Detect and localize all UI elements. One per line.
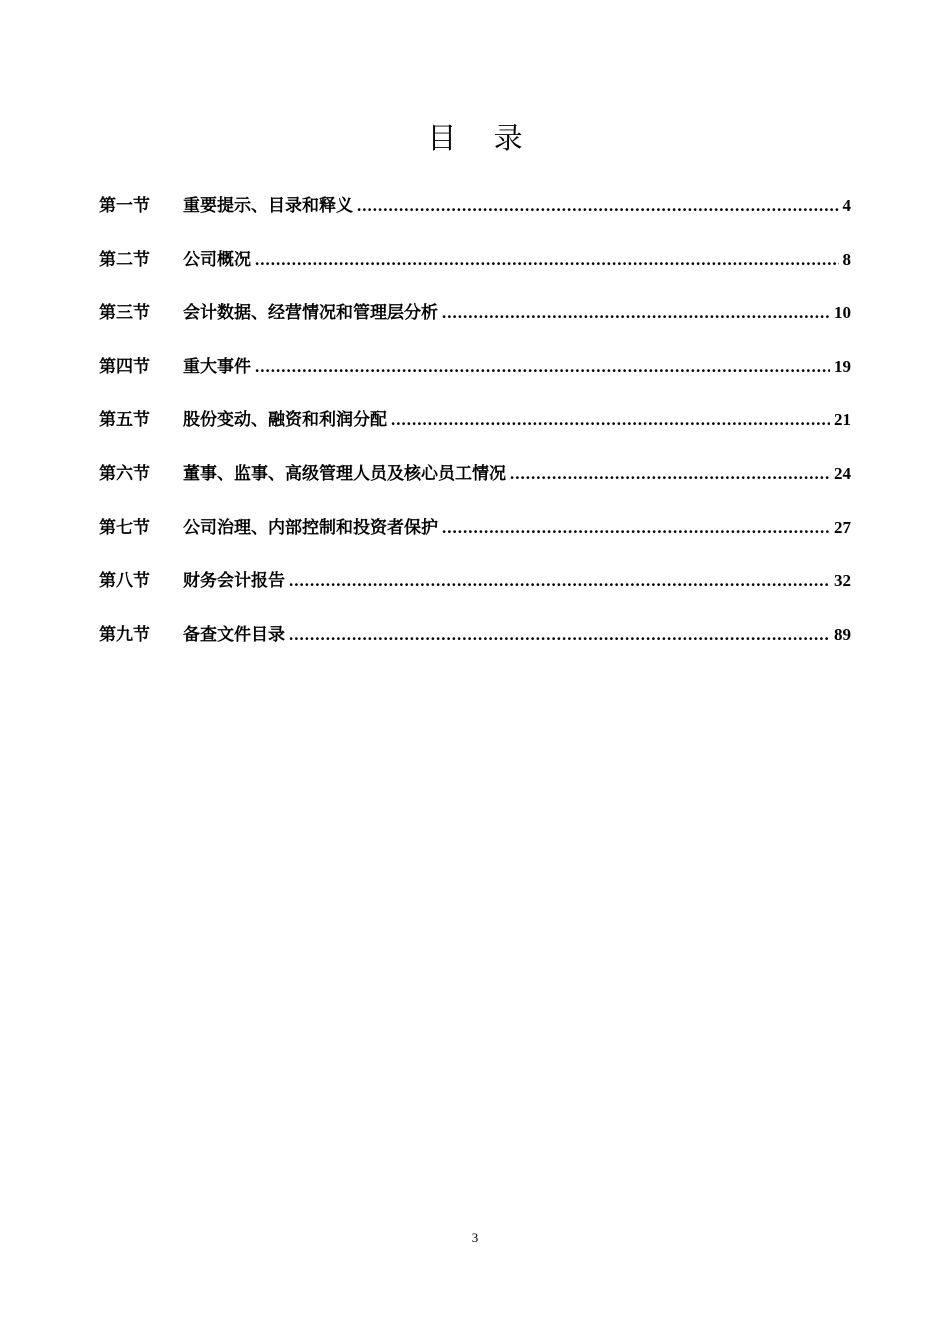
- toc-entry-page: 10: [834, 303, 851, 323]
- toc-entry-heading: 财务会计报告: [183, 571, 285, 592]
- toc-entry[interactable]: [99, 295, 851, 349]
- toc-entry-page: 32: [834, 571, 851, 591]
- toc-dot-leader: [442, 295, 830, 331]
- toc-entry[interactable]: [99, 349, 851, 403]
- toc-entry-heading: 重大事件: [183, 356, 251, 377]
- toc-entry-heading: 备查文件目录: [183, 624, 285, 645]
- toc-dot-leader: [391, 402, 830, 438]
- toc-entry-page: 19: [834, 356, 851, 376]
- toc-entry[interactable]: [99, 563, 851, 617]
- toc-entry[interactable]: [99, 456, 851, 510]
- toc-entry-heading: 董事、监事、高级管理人员及核心员工情况: [183, 463, 506, 484]
- toc-dot-leader: [255, 349, 830, 385]
- toc-entry-section: 第二节: [99, 249, 150, 270]
- toc-entry[interactable]: [99, 617, 851, 671]
- toc-entry-section: 第三节: [99, 303, 150, 324]
- toc-dot-leader: [255, 242, 839, 278]
- toc-dot-leader: [510, 456, 830, 492]
- toc-entry[interactable]: [99, 188, 851, 242]
- toc-dot-leader: [289, 617, 830, 653]
- toc-dot-leader: [357, 188, 839, 224]
- toc-entry-page: 24: [834, 463, 851, 483]
- toc-entry-section: 第六节: [99, 463, 150, 484]
- toc-entry-heading: 公司治理、内部控制和投资者保护: [183, 517, 438, 538]
- toc-entry-page: 27: [834, 517, 851, 537]
- toc-entry-heading: 重要提示、目录和释义: [183, 196, 353, 216]
- toc-title: 目 录: [427, 121, 537, 155]
- toc-dot-leader: [442, 510, 830, 546]
- toc-entry-heading: 公司概况: [183, 249, 251, 270]
- toc-entry-page: 89: [834, 624, 851, 644]
- toc-entry-section: 第九节: [99, 624, 150, 645]
- toc-entry-section: 第五节: [99, 410, 150, 431]
- toc-entry-section: 第一节: [99, 196, 150, 216]
- toc-entry[interactable]: [99, 242, 851, 296]
- toc-entry-page: 8: [842, 249, 851, 269]
- toc-entry-section: 第八节: [99, 571, 150, 592]
- toc-entry[interactable]: [99, 510, 851, 564]
- page-number: 3: [471, 1230, 479, 1245]
- toc-entry-heading: 股份变动、融资和利润分配: [183, 410, 387, 431]
- toc-dot-leader: [289, 563, 830, 599]
- toc-list: [99, 188, 851, 670]
- toc-entry-section: 第四节: [99, 356, 150, 377]
- toc-entry-heading: 会计数据、经营情况和管理层分析: [183, 303, 438, 324]
- toc-entry-page: 21: [834, 410, 851, 430]
- toc-entry-page: 4: [842, 196, 851, 215]
- toc-entry-section: 第七节: [99, 517, 150, 538]
- toc-entry[interactable]: [99, 402, 851, 456]
